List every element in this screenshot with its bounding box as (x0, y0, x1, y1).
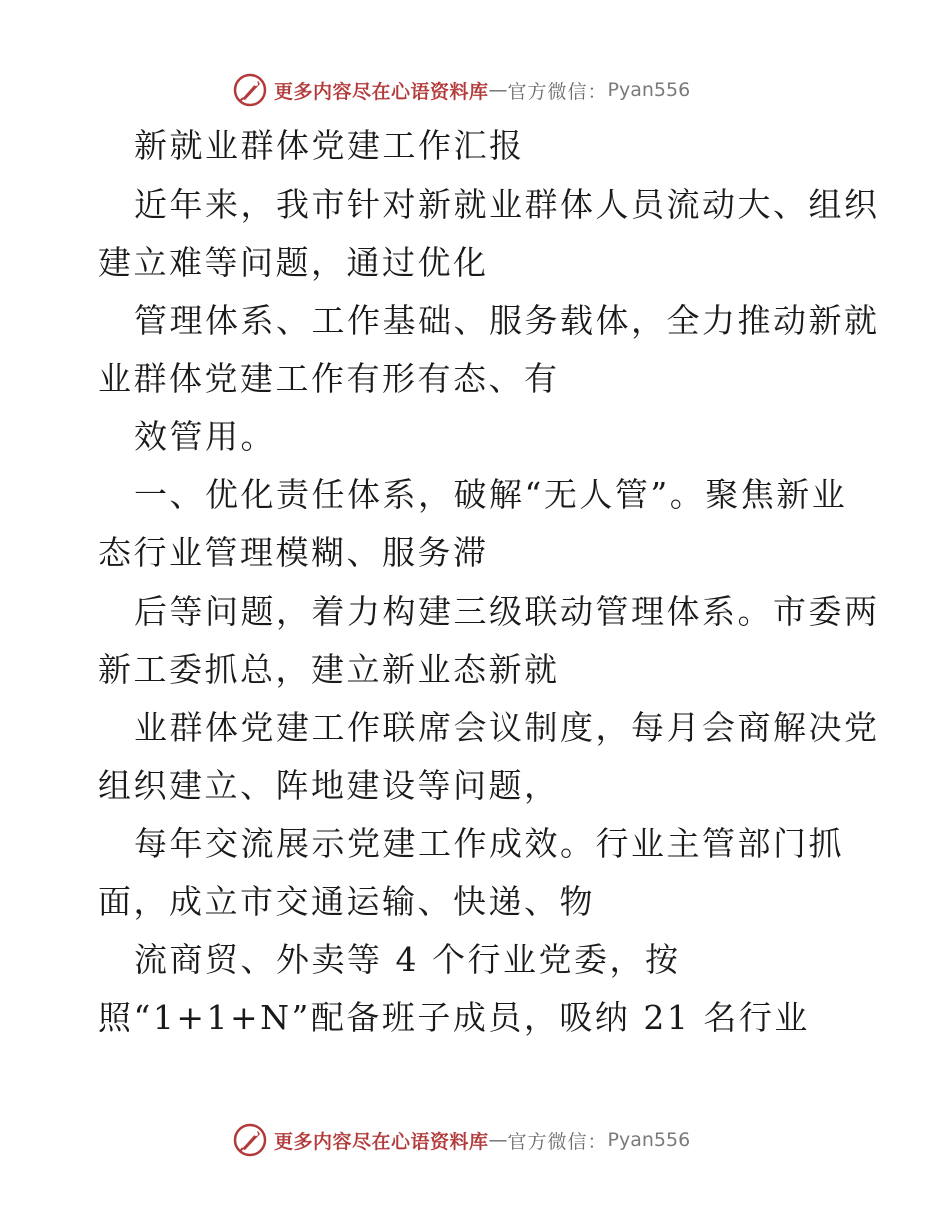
banner-separator: — (488, 1129, 508, 1151)
paragraph-line: 新工委抓总，建立新业态新就 (98, 650, 560, 689)
paragraph-line: 业群体党建工作联席会议制度，每月会商解决党 (134, 708, 880, 747)
banner-wechat-id: Pyan556 (607, 79, 691, 101)
banner-separator: — (488, 79, 508, 101)
paragraph-line: 后等问题，着力构建三级联动管理体系。市委两 (134, 592, 880, 631)
paragraph-line: 每年交流展示党建工作成效。行业主管部门抓 (134, 824, 844, 863)
paragraph-line: 面，成立市交通运输、快递、物 (98, 882, 595, 921)
paragraph-line: 组织建立、阵地建设等问题， (98, 766, 560, 805)
footer-watermark-banner (232, 1120, 690, 1160)
banner-wechat-label: 官方微信： (507, 80, 608, 103)
banner-main-text: 更多内容尽在心语资料库 (274, 1130, 489, 1153)
paragraph-line: 照“1+1+N”配备班子成员，吸纳 21 名行业 (98, 998, 810, 1037)
paragraph-line: 态行业管理模糊、服务滞 (98, 533, 489, 572)
document-title: 新就业群体党建工作汇报 (134, 126, 525, 165)
paragraph-line: 流商贸、外卖等 4 个行业党委，按 (134, 940, 681, 979)
feather-pen-logo-icon (232, 72, 268, 108)
paragraph-line: 业群体党建工作有形有态、有 (98, 359, 560, 398)
paragraph-line: 建立难等问题，通过优化 (98, 243, 489, 282)
paragraph-line: 管理体系、工作基础、服务载体，全力推动新就 (134, 301, 880, 340)
banner-main-text: 更多内容尽在心语资料库 (274, 80, 489, 103)
section-heading-line: 一、优化责任体系，破解“无人管”。聚焦新业 (134, 475, 848, 514)
paragraph-line: 效管用。 (134, 417, 276, 456)
paragraph-line: 近年来，我市针对新就业群体人员流动大、组织 (134, 185, 880, 224)
banner-wechat-label: 官方微信： (507, 1130, 608, 1153)
header-watermark-banner (232, 70, 690, 110)
banner-wechat-id: Pyan556 (607, 1129, 691, 1151)
feather-pen-logo-icon (232, 1122, 268, 1158)
